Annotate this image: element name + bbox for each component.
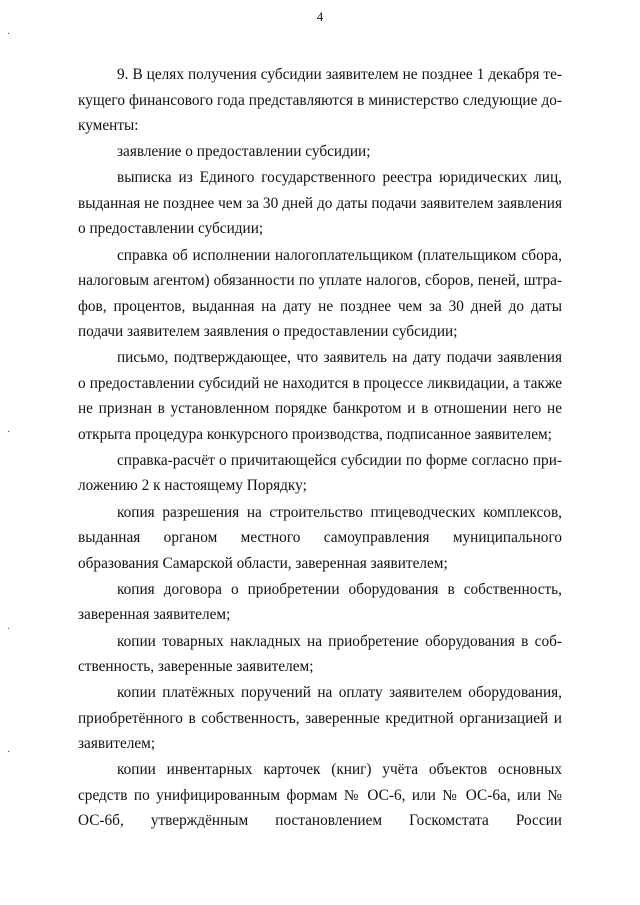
paragraph-inventory-cards: копии инвентарных карточек (книг) учёта объектов основных средств по унифицированным формам № ОС-6, или № ОС-6а, или № ОС-6б, утверждённым постановлением Госкомстата России bbox=[78, 761, 562, 830]
paragraph-construction-permit: копия разрешения на строительство птицеводческих комплексов, выданная органом местного самоуправления муниципального образования Самарской области, заверенная заявителем; bbox=[78, 503, 562, 572]
paragraph-payment-orders: копии платёжных поручений на оплату заявителем оборудования, приобретённого в собственность, заверенные кредитной организацией и заявителем; bbox=[78, 684, 562, 753]
paragraph-tax-certificate: справка об исполнении налогоплательщиком (плательщиком сбора, налоговым агентом) обязанности по уплате налогов, сборов, пеней, штрафов, процентов, выданная на дату не позднее чем за 30 дней до даты подачи заявителем заявления о предоставлении субсидии; bbox=[78, 246, 562, 341]
paragraph-equipment-contract: копия договора о приобретении оборудования в собственность, заверенная заявителем; bbox=[78, 580, 562, 624]
scan-mark: · bbox=[7, 29, 11, 40]
paragraph-item-9-intro: 9. В целях получения субсидии заявителем не позднее 1 декабря текущего финансового года представляются в министерство следующие документы: bbox=[78, 66, 562, 134]
paragraph-delivery-notes: копии товарных накладных на приобретение оборудования в собственность, заверенные заявителем; bbox=[78, 632, 562, 675]
document-body bbox=[78, 62, 562, 835]
scan-mark: · bbox=[7, 624, 11, 635]
page-number: 4 bbox=[316, 9, 324, 24]
paragraph-registry-extract: выписка из Единого государственного реестра юридических лиц, выданная не позднее чем за 30 дней до даты подачи заявителем заявления о предоставлении субсидии; bbox=[78, 169, 562, 238]
paragraph-subsidy-calculation: справка-расчёт о причитающейся субсидии по форме согласно приложению 2 к настоящему Порядку; bbox=[78, 451, 562, 495]
scan-mark: · bbox=[7, 427, 11, 438]
scan-mark: · bbox=[7, 747, 11, 758]
paragraph-liquidation-letter: письмо, подтверждающее, что заявитель на дату подачи заявления о предоставлении субсидий не находится в процессе ликвидации, а также не признан в установленном порядке банкротом и в отношении него не открыта процедура конкурсного производства, подписанное заявителем; bbox=[78, 349, 562, 443]
paragraph-application: заявление о предоставлении субсидии; bbox=[117, 143, 371, 161]
